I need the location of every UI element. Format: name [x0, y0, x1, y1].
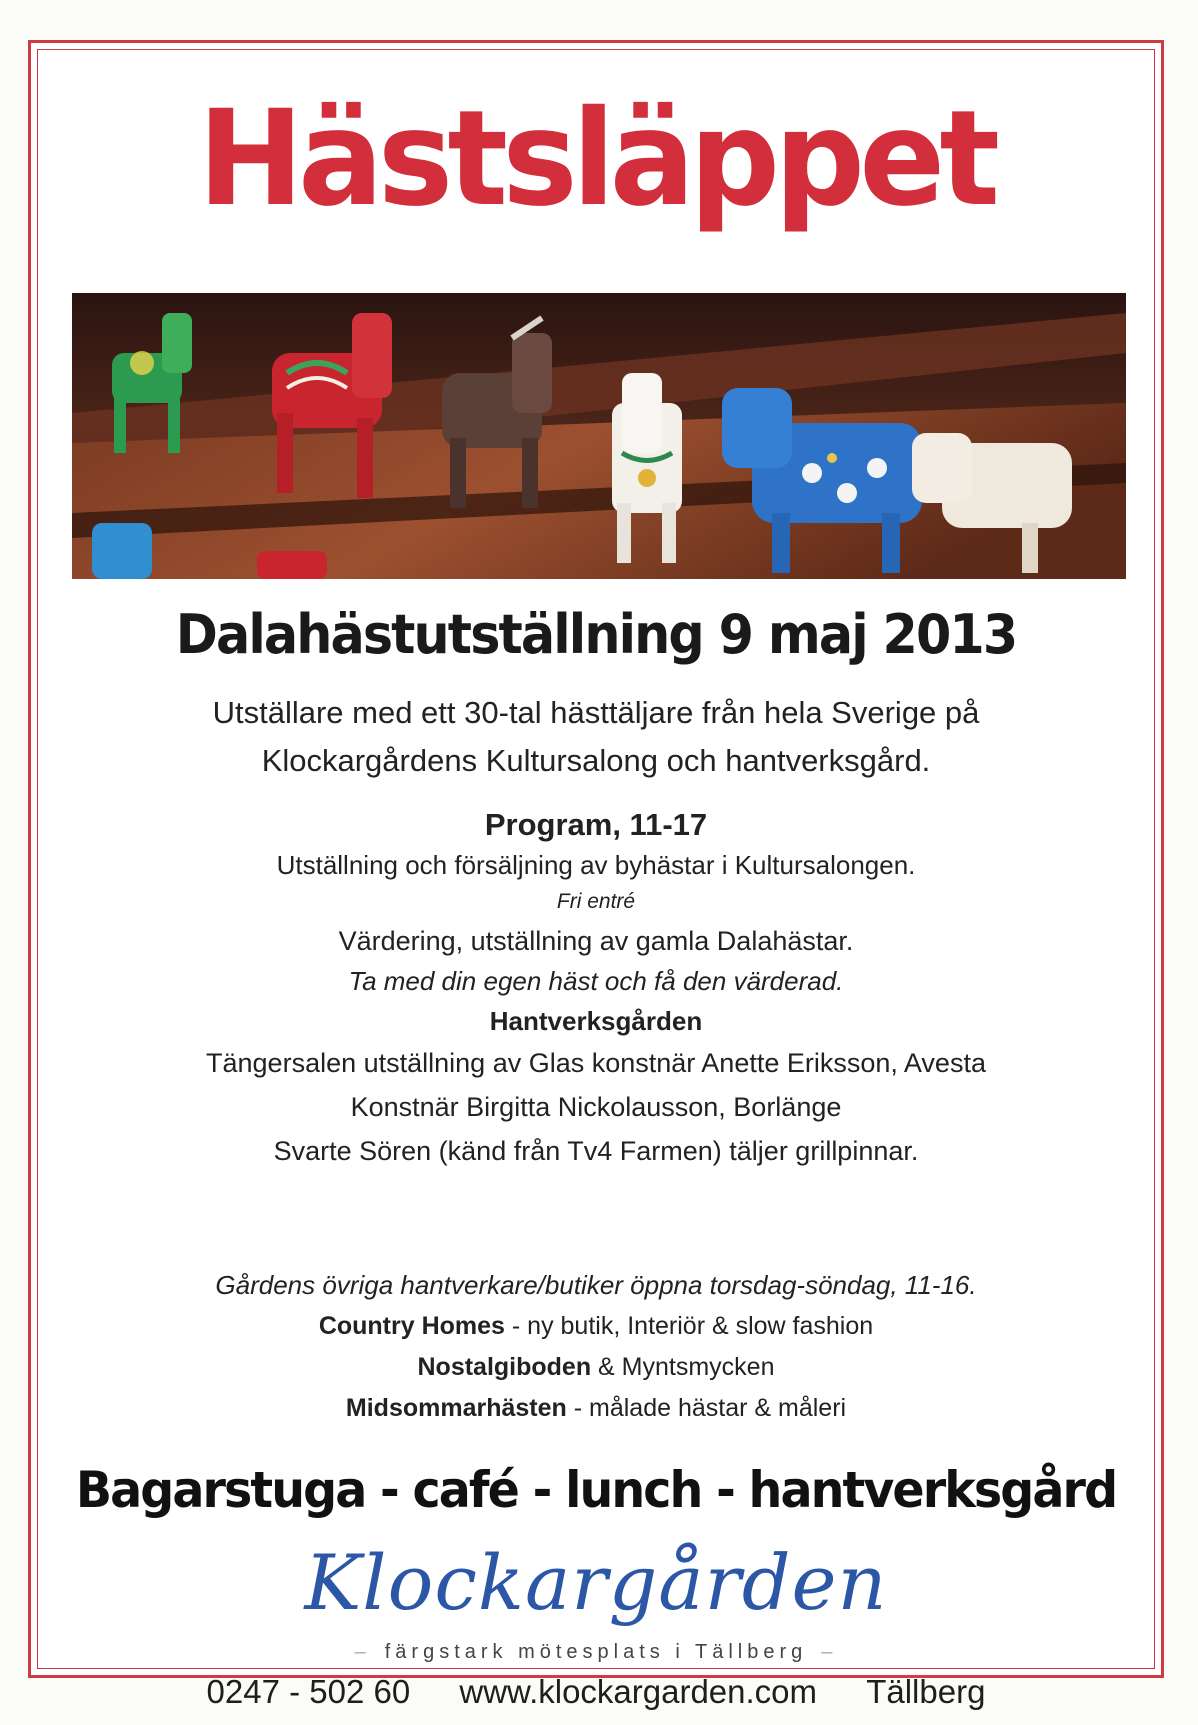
tagline: Bagarstuga - café - lunch - hantverksgård [75, 1461, 1117, 1519]
brand-logo: Klockargården [304, 1538, 888, 1627]
shops-note: Gårdens övriga hantverkare/butiker öppna torsdag-söndag, 11-16. [215, 1270, 977, 1300]
program-artist: Svarte Sören (känd från Tv4 Farmen) täljer grillpinnar. [273, 1136, 919, 1166]
contact-website[interactable]: www.klockargarden.com [459, 1673, 818, 1710]
contact-phone: 0247 - 502 60 [206, 1673, 411, 1710]
program-section [31, 803, 1161, 1173]
intro-text [31, 689, 1161, 785]
shops-section [31, 1265, 1161, 1429]
intro-line: Klockargårdens Kultursalong och hantverksgård. [261, 743, 931, 778]
program-subheading: Hantverksgården [489, 1006, 703, 1036]
brand-subtitle-text: färgstark mötesplats i Tällberg [384, 1641, 808, 1663]
program-exhibition: Utställning och försäljning av byhästar i Kultursalongen. [276, 850, 916, 880]
headline: Dalahästutställning 9 maj 2013 [175, 603, 1017, 666]
dash-right: – [821, 1641, 838, 1663]
intro-line: Utställare med ett 30-tal hästtäljare från hela Sverige på [212, 695, 980, 730]
program-artist: Konstnär Birgitta Nickolausson, Borlänge [350, 1092, 842, 1122]
shop-name: Nostalgiboden [417, 1353, 592, 1381]
shop-item [31, 1347, 1161, 1388]
shop-name: Midsommarhästen [345, 1394, 567, 1422]
dala-horses-photo [72, 293, 1126, 579]
program-appraisal-note: Ta med din egen häst och få den värderad. [348, 966, 844, 996]
dash-left: – [354, 1641, 371, 1663]
shop-name: Country Homes [318, 1312, 505, 1340]
shop-item [31, 1306, 1161, 1347]
brand-subtitle [31, 1641, 1161, 1664]
shop-desc: - ny butik, Interiör & slow fashion [504, 1312, 874, 1340]
poster [28, 40, 1164, 1710]
program-artist: Tängersalen utställning av Glas konstnär Anette Eriksson, Avesta [206, 1048, 986, 1078]
program-heading: Program, 11-17 [484, 807, 708, 842]
dala-horses-illustration [72, 293, 1126, 579]
contact-place: Tällberg [866, 1673, 986, 1710]
shop-desc: & Myntsmycken [591, 1353, 775, 1381]
contact-line [31, 1673, 1161, 1711]
shop-item [31, 1388, 1161, 1429]
shop-desc: - målade hästar & måleri [566, 1394, 847, 1422]
program-entry: Fri entré [556, 890, 636, 913]
program-appraisal: Värdering, utställning av gamla Dalahästar. [338, 926, 854, 956]
poster-title: Hästsläppet [197, 82, 995, 236]
